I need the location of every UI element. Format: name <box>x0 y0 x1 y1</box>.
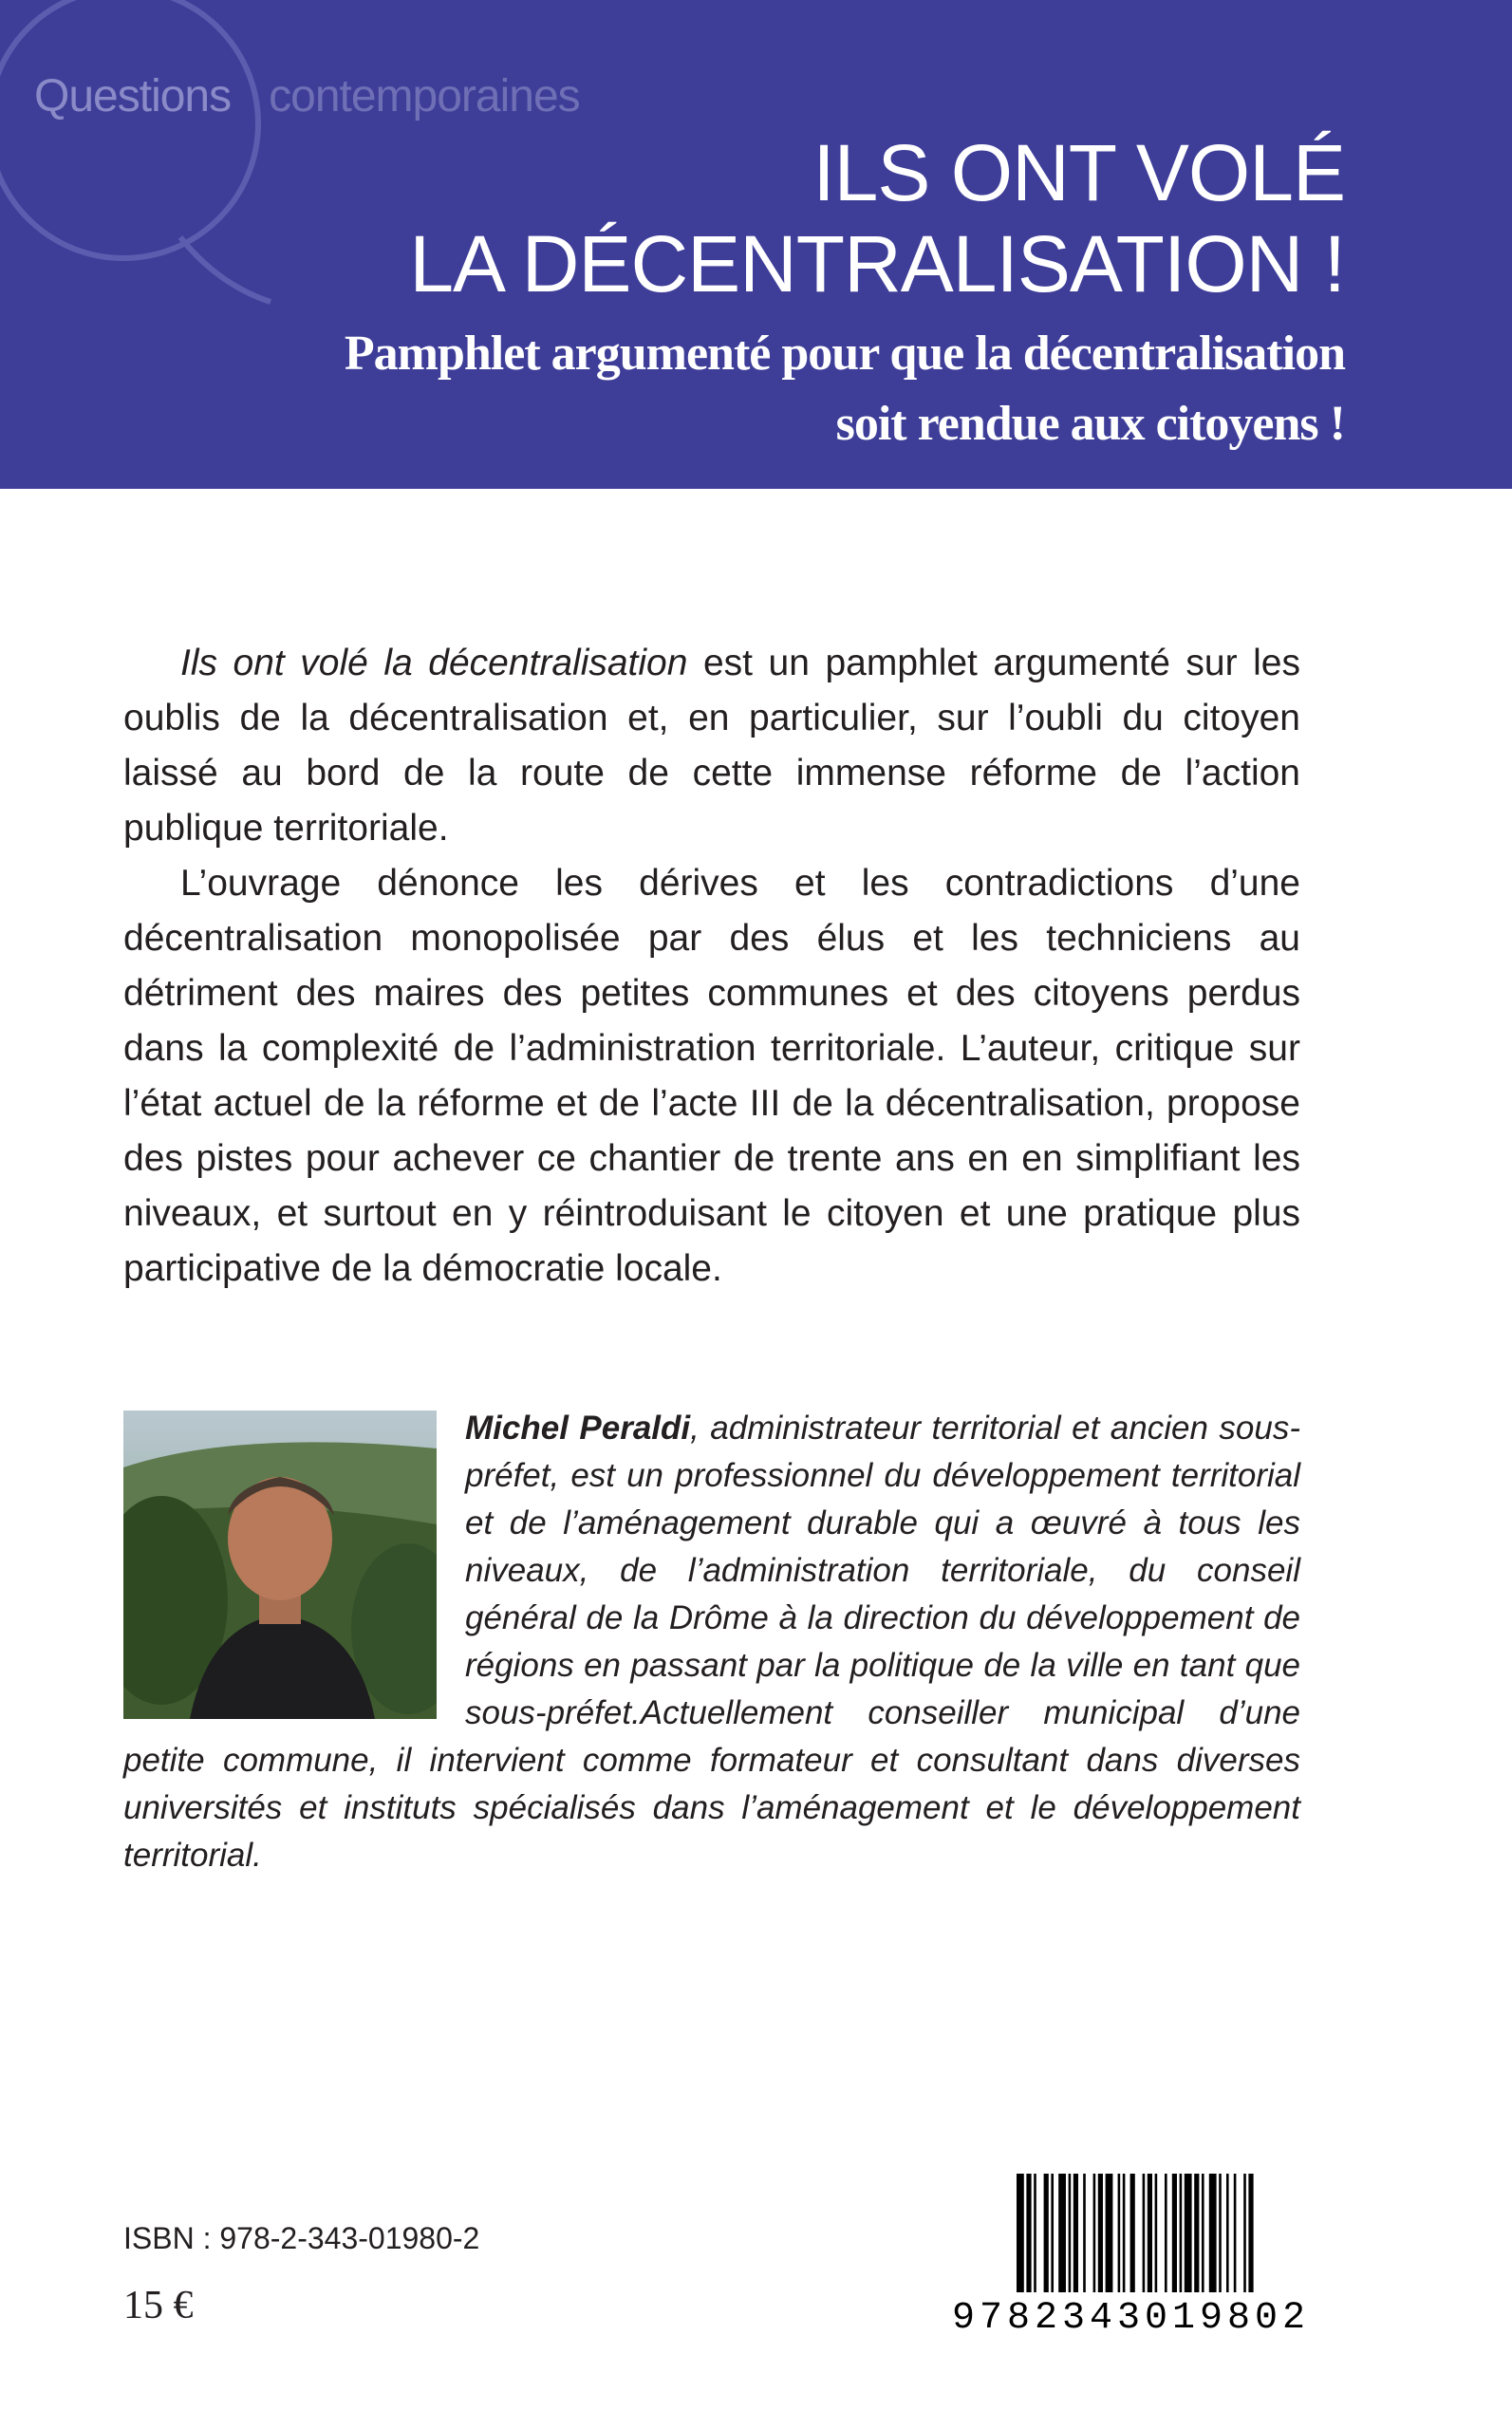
author-bio <box>123 1405 1300 1879</box>
barcode-bar <box>1209 2174 1217 2292</box>
barcode-bar <box>1106 2174 1113 2292</box>
book-blurb <box>123 636 1300 1297</box>
barcode-bar <box>1202 2174 1204 2292</box>
barcode-bar <box>1172 2174 1177 2292</box>
author-name: Michel Peraldi <box>465 1410 691 1447</box>
subtitle-line-2: soit rendue aux citoyens ! <box>835 397 1345 451</box>
barcode-bar <box>1155 2174 1158 2292</box>
blurb-paragraph-1-text: est un pamphlet argumenté sur les oublis de la décentralisation et, en particulier, sur l’oubli du citoyen laissé au bord de la route de cette immense réforme de l’action publique territoriale. <box>123 643 1300 849</box>
book-price: 15 € <box>123 2284 194 2327</box>
series-name <box>34 71 580 121</box>
book-title <box>409 127 1345 309</box>
title-line-1: ILS ONT VOLÉ <box>812 128 1345 217</box>
subtitle-line-1: Pamphlet argumenté pour que la décentralisation <box>344 327 1345 381</box>
blurb-book-title: Ils ont volé la décentralisation <box>180 643 688 683</box>
barcode-bar <box>1118 2174 1121 2292</box>
barcode-bar <box>1234 2174 1237 2292</box>
barcode-bar <box>1026 2174 1031 2292</box>
barcode-bar <box>1148 2174 1152 2292</box>
barcode-bar <box>1194 2174 1199 2292</box>
blurb-paragraph-1 <box>123 636 1300 856</box>
barcode-bar <box>1248 2174 1253 2292</box>
barcode-bar <box>1093 2174 1096 2292</box>
barcode-digits: 9782343019802 <box>951 2297 1310 2340</box>
barcode-bar <box>1143 2174 1146 2292</box>
barcode-bar <box>1130 2174 1135 2292</box>
barcode-bar <box>1180 2174 1183 2292</box>
blurb-paragraph-2: L’ouvrage dénonce les dérives et les contradictions d’une décentralisation monopolisée par des élus et les techniciens au détriment des maires des petites communes et des citoyens perdus dans la complexité de l’administration territoriale. L’auteur, critique sur l’état actuel de la réforme et de l’acte III de la décentralisation, propose des pistes pour achever ce chantier de trente ans en en simplifiant les niveaux, et surtout en y réintroduisant le citoyen et une pratique plus participative de la démocratie locale. <box>123 863 1300 1289</box>
cover-header-band <box>0 0 1512 489</box>
series-word-2: contemporaines <box>269 71 580 121</box>
isbn-number: ISBN : 978-2-343-01980-2 <box>123 2221 480 2255</box>
barcode-bar <box>1017 2174 1024 2292</box>
barcode-bar <box>1243 2174 1246 2292</box>
barcode-bar <box>1044 2174 1049 2292</box>
barcode-bar <box>1083 2174 1086 2292</box>
barcode-bar <box>1185 2174 1192 2292</box>
series-word-1: Questions <box>34 71 232 121</box>
title-line-2: LA DÉCENTRALISATION ! <box>409 219 1345 308</box>
author-bio-text: , administrateur territorial et ancien sous-préfet, est un professionnel du développement territorial et de l’aménagement durable qui a œuvré à tous les niveaux, de l’administration territoriale, du conseil général de la Drôme à la direction du développement de régions en passant par la politique de la ville en tant que sous-préfet.Actuellement conseiller municipal d’une petite commune, il intervient comme formateur et consultant dans diverses universités et instituts spécialisés dans l’aménagement et le développement territorial. <box>123 1410 1300 1874</box>
barcode-bar <box>1051 2174 1054 2292</box>
author-photo <box>123 1411 437 1719</box>
barcode-bar <box>1219 2174 1222 2292</box>
barcode-bar <box>1226 2174 1229 2292</box>
barcode-bar <box>1073 2174 1078 2292</box>
barcode-bar <box>1165 2174 1167 2292</box>
barcode-bar <box>1058 2174 1066 2292</box>
barcode-bar <box>1034 2174 1036 2292</box>
barcode-bar <box>1069 2174 1072 2292</box>
barcode-bar <box>1098 2174 1103 2292</box>
series-q-logo-icon <box>0 0 304 313</box>
book-subtitle <box>345 319 1345 459</box>
barcode-bar <box>1123 2174 1126 2292</box>
